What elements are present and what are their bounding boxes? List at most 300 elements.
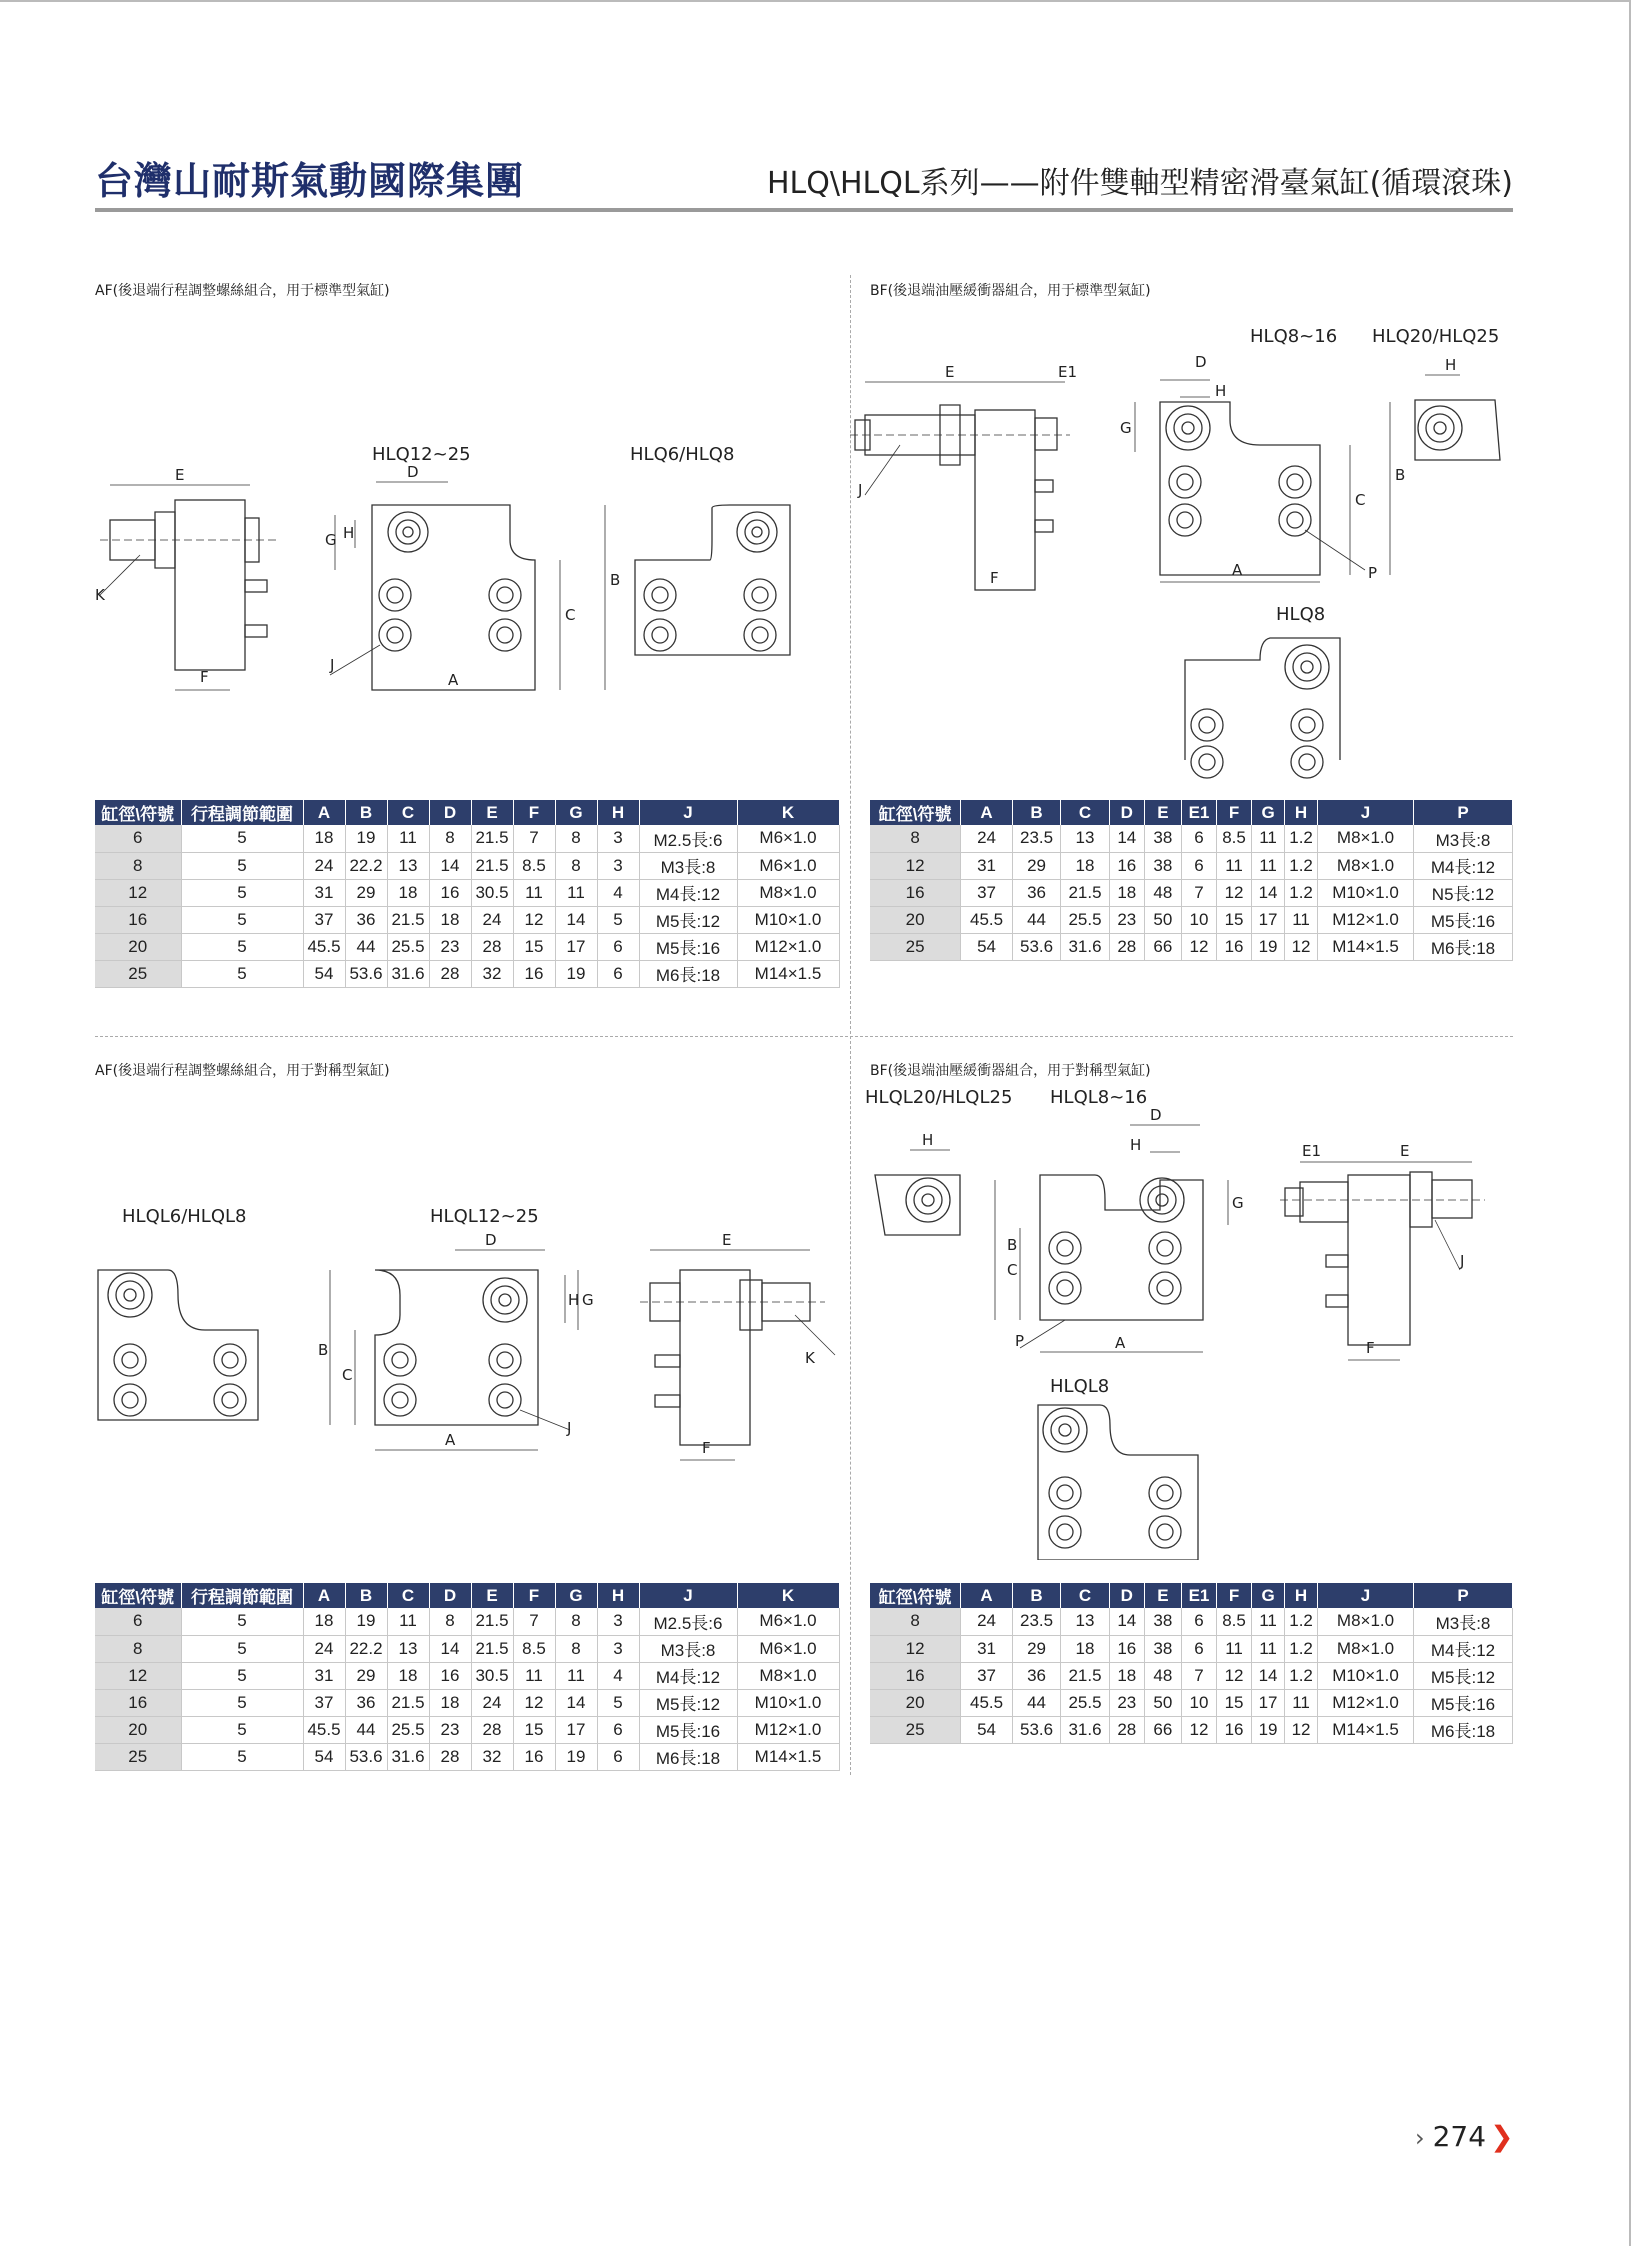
table-cell: M6×1.0 (737, 825, 839, 852)
table-cell: 24 (961, 1608, 1013, 1635)
table-header-cell: C (387, 1583, 429, 1608)
table-row (95, 960, 839, 987)
table-cell: M6長:18 (1413, 1716, 1512, 1743)
table-cell: M14×1.5 (1318, 933, 1414, 960)
table-cell: 54 (303, 960, 345, 987)
table-header-cell: 缸徑\符號 (95, 1583, 181, 1608)
table-bf-sym (870, 1583, 1513, 1744)
table-cell: 14 (555, 906, 597, 933)
table-cell: 12 (1285, 1716, 1318, 1743)
table-cell: 18 (303, 825, 345, 852)
table-cell: 3 (597, 825, 639, 852)
table-cell: 28 (429, 1743, 471, 1770)
dim-label: F (200, 668, 209, 686)
table-cell: 3 (597, 852, 639, 879)
table-cell: 23 (1109, 1689, 1144, 1716)
table-row (95, 825, 839, 852)
table-cell: 36 (345, 906, 387, 933)
table-cell: 14 (429, 852, 471, 879)
table-cell: 48 (1144, 1662, 1181, 1689)
table-row (95, 1662, 839, 1689)
table-cell: M5長:16 (639, 1716, 737, 1743)
bf-std-front-view (1135, 380, 1390, 582)
table-cell: 28 (1109, 933, 1144, 960)
table-cell: 30.5 (471, 1662, 513, 1689)
table-cell: M8×1.0 (1318, 1608, 1414, 1635)
table-cell: 31 (961, 1635, 1013, 1662)
table-cell: M8×1.0 (737, 1662, 839, 1689)
table-cell: 8 (555, 852, 597, 879)
table-header-cell: H (597, 1583, 639, 1608)
table-header-cell: J (1318, 1583, 1414, 1608)
table-cell: 8.5 (513, 1635, 555, 1662)
dim-label: B (1395, 466, 1406, 484)
brand-title: 台灣山耐斯氣動國際集團 (95, 159, 525, 203)
table-cell: 16 (1217, 933, 1252, 960)
table-cell: 21.5 (1061, 879, 1109, 906)
table-cell: 37 (303, 1689, 345, 1716)
af-std-front-view (330, 482, 605, 710)
chevron-right-icon: › (1415, 2124, 1425, 2152)
dim-label: D (407, 463, 419, 481)
table-header-cell: D (1109, 800, 1144, 825)
table-cell: 20 (870, 906, 961, 933)
table-cell: 8 (870, 825, 961, 852)
table-cell: 31 (303, 1662, 345, 1689)
table-cell: 28 (1109, 1716, 1144, 1743)
table-header-cell: J (639, 800, 737, 825)
table-cell: 12 (1285, 933, 1318, 960)
dim-label: H (922, 1131, 934, 1149)
dim-label: E (1400, 1142, 1410, 1160)
dim-label: A (1232, 561, 1243, 579)
bf-sym-front-view (995, 1125, 1228, 1352)
dim-label: E1 (1058, 363, 1078, 381)
table-cell: 14 (1109, 825, 1144, 852)
table-header-cell: B (345, 800, 387, 825)
table-cell: 6 (1181, 1608, 1216, 1635)
table-cell: 12 (870, 1635, 961, 1662)
table-cell: M10×1.0 (737, 1689, 839, 1716)
dim-label: C (1355, 491, 1366, 509)
table-cell: 23 (1109, 906, 1144, 933)
section-title-af-std: AF(後退端行程調整螺絲組合，用于標準型氣缸) (95, 283, 390, 299)
table-cell: 30.5 (471, 879, 513, 906)
table-cell: 8 (429, 825, 471, 852)
table-cell: 5 (181, 906, 303, 933)
table-cell: 24 (471, 1689, 513, 1716)
table-cell: M12×1.0 (737, 1716, 839, 1743)
section-title-bf-std: BF(後退端油壓緩衝器組合，用于標準型氣缸) (870, 283, 1151, 299)
series-title: HLQ\HLQL系列——附件雙軸型精密滑臺氣缸(循環滾珠) (766, 166, 1513, 201)
table-cell: 11 (1285, 906, 1318, 933)
page-frame-top (0, 0, 1631, 2)
bf-sym-side-small (875, 1150, 960, 1235)
dim-label: E1 (1302, 1142, 1322, 1160)
table-cell: 8 (555, 825, 597, 852)
table-cell: 5 (597, 906, 639, 933)
table-cell: 28 (429, 960, 471, 987)
dim-label: D (1150, 1106, 1162, 1124)
dim-label: B (610, 571, 621, 589)
table-cell: 4 (597, 1662, 639, 1689)
dim-label: C (1007, 1261, 1018, 1279)
af-std-side-view (100, 485, 280, 690)
table-cell: 18 (1061, 852, 1109, 879)
dim-label: B (318, 1341, 329, 1359)
table-cell: 38 (1144, 1635, 1181, 1662)
table-cell: M10×1.0 (1318, 879, 1414, 906)
table-cell: 19 (555, 1743, 597, 1770)
table-cell: 7 (513, 1608, 555, 1635)
table-cell: M12×1.0 (1318, 906, 1414, 933)
dim-label: K (805, 1349, 815, 1367)
table-cell: M14×1.5 (737, 1743, 839, 1770)
page-header (95, 150, 1513, 212)
dim-label: A (1115, 1334, 1126, 1352)
table-cell: 21.5 (471, 1608, 513, 1635)
table-cell: 29 (345, 1662, 387, 1689)
table-cell: M4長:12 (1413, 852, 1512, 879)
table-cell: 7 (1181, 879, 1216, 906)
table-cell: 50 (1144, 906, 1181, 933)
table-cell: 8.5 (1217, 1608, 1252, 1635)
table-cell: 20 (95, 1716, 181, 1743)
table-cell: 18 (303, 1608, 345, 1635)
table-cell: 16 (1109, 852, 1144, 879)
table-cell: 11 (513, 879, 555, 906)
dim-label: G (325, 531, 337, 549)
table-cell: 16 (95, 1689, 181, 1716)
horizontal-divider (95, 1036, 1513, 1037)
table-cell: M12×1.0 (1318, 1689, 1414, 1716)
table-cell: 21.5 (471, 1635, 513, 1662)
table-cell: 15 (1217, 906, 1252, 933)
table-cell: 25 (870, 1716, 961, 1743)
dim-label: K (95, 586, 105, 604)
table-cell: 3 (597, 1635, 639, 1662)
table-header-cell: 缸徑\符號 (870, 800, 961, 825)
table-header-cell: J (1318, 800, 1414, 825)
dim-label: C (565, 606, 576, 624)
table-cell: 18 (387, 879, 429, 906)
table-cell: 32 (471, 1743, 513, 1770)
dim-label: C (342, 1366, 353, 1384)
bf-sym-side-view (1280, 1162, 1485, 1360)
table-cell: M3長:8 (639, 1635, 737, 1662)
table-cell: 31.6 (387, 960, 429, 987)
table-cell: 45.5 (961, 1689, 1013, 1716)
table-cell: 53.6 (345, 1743, 387, 1770)
dim-label: H (568, 1291, 580, 1309)
table-row (870, 879, 1513, 906)
table-cell: 21.5 (1061, 1662, 1109, 1689)
table-cell: 11 (1252, 1635, 1285, 1662)
table-cell: 12 (870, 852, 961, 879)
model-label: HLQ6/HLQ8 (630, 444, 735, 465)
table-header-cell: H (1285, 800, 1318, 825)
bf-std-side-view (850, 382, 1070, 590)
table-cell: 8 (555, 1635, 597, 1662)
table-row (95, 852, 839, 879)
table-row (95, 1635, 839, 1662)
table-cell: 28 (471, 933, 513, 960)
table-cell: 7 (513, 825, 555, 852)
table-cell: M4長:12 (1413, 1635, 1512, 1662)
table-header-cell: E (1144, 1583, 1181, 1608)
table-cell: M5長:12 (639, 906, 737, 933)
table-header-cell: E (471, 1583, 513, 1608)
table-header-cell: E (1144, 800, 1181, 825)
table-header-cell: F (513, 800, 555, 825)
table-row (870, 1662, 1513, 1689)
table-cell: 22.2 (345, 1635, 387, 1662)
table-header-row (95, 800, 839, 825)
dim-label: F (702, 1439, 711, 1457)
table-cell: 23.5 (1012, 1608, 1060, 1635)
table-cell: 25 (95, 960, 181, 987)
table-cell: 53.6 (345, 960, 387, 987)
model-label: HLQ8~16 (1250, 326, 1338, 347)
dim-label: D (1195, 353, 1207, 371)
table-cell: 8.5 (1217, 825, 1252, 852)
table-cell: 6 (597, 933, 639, 960)
model-label: HLQL20/HLQL25 (865, 1087, 1013, 1108)
table-header-cell: C (1061, 800, 1109, 825)
table-cell: 38 (1144, 852, 1181, 879)
table-af-std (95, 800, 840, 988)
table-header-cell: A (303, 1583, 345, 1608)
table-cell: 12 (1217, 1662, 1252, 1689)
table-row (95, 879, 839, 906)
table-cell: 11 (387, 825, 429, 852)
table-cell: 5 (597, 1689, 639, 1716)
table-cell: 45.5 (303, 1716, 345, 1743)
table-cell: 5 (181, 1716, 303, 1743)
table-cell: 25.5 (1061, 1689, 1109, 1716)
table-cell: 13 (387, 1635, 429, 1662)
table-cell: 14 (1252, 879, 1285, 906)
table-cell: 5 (181, 825, 303, 852)
table-row (95, 1689, 839, 1716)
dim-label: J (858, 481, 863, 499)
table-cell: 5 (181, 1689, 303, 1716)
table-header-cell: E1 (1181, 800, 1216, 825)
table-header-cell: D (429, 1583, 471, 1608)
dim-label: H (343, 524, 355, 542)
dim-label: P (1368, 564, 1378, 582)
table-cell: 6 (597, 1716, 639, 1743)
table-cell: M3長:8 (1413, 825, 1512, 852)
table-header-row (95, 1583, 839, 1608)
table-cell: M10×1.0 (1318, 1662, 1414, 1689)
table-header-cell: K (737, 1583, 839, 1608)
table-cell: 23 (429, 933, 471, 960)
table-cell: 20 (95, 933, 181, 960)
dim-label: A (445, 1431, 456, 1449)
table-cell: 25 (870, 933, 961, 960)
table-cell: 6 (597, 960, 639, 987)
table-cell: 11 (1217, 852, 1252, 879)
table-cell: 12 (1217, 879, 1252, 906)
table-cell: 17 (1252, 1689, 1285, 1716)
table-header-cell: 行程調節範圍 (181, 1583, 303, 1608)
table-cell: 19 (1252, 1716, 1285, 1743)
table-header-cell: G (1252, 1583, 1285, 1608)
table-cell: M8×1.0 (1318, 825, 1414, 852)
table-header-row (870, 800, 1513, 825)
table-cell: 12 (1181, 933, 1216, 960)
table-cell: 54 (961, 1716, 1013, 1743)
table-header-cell: D (1109, 1583, 1144, 1608)
table-cell: 6 (95, 825, 181, 852)
table-cell: 1.2 (1285, 852, 1318, 879)
table-cell: 5 (181, 1743, 303, 1770)
table-cell: 16 (870, 879, 961, 906)
dim-label: E (722, 1231, 732, 1249)
table-cell: 11 (555, 1662, 597, 1689)
table-cell: 24 (471, 906, 513, 933)
dim-label: E (945, 363, 955, 381)
model-label: HLQL8 (1050, 1376, 1110, 1397)
dim-label: P (1015, 1332, 1025, 1350)
table-cell: M6×1.0 (737, 1608, 839, 1635)
table-header-cell: C (1061, 1583, 1109, 1608)
table-cell: 53.6 (1012, 933, 1060, 960)
dim-label: G (1232, 1194, 1244, 1212)
table-header-cell: H (597, 800, 639, 825)
table-cell: 1.2 (1285, 1662, 1318, 1689)
table-cell: N5長:12 (1413, 879, 1512, 906)
table-cell: M14×1.5 (1318, 1716, 1414, 1743)
table-cell: 53.6 (1012, 1716, 1060, 1743)
table-cell: 16 (429, 879, 471, 906)
table-cell: 29 (345, 879, 387, 906)
table-cell: 17 (1252, 906, 1285, 933)
table-cell: 16 (1217, 1716, 1252, 1743)
table-cell: M3長:8 (1413, 1608, 1512, 1635)
table-cell: M5長:12 (1413, 1662, 1512, 1689)
table-cell: 50 (1144, 1689, 1181, 1716)
table-cell: 20 (870, 1689, 961, 1716)
model-label: HLQL6/HLQL8 (122, 1206, 247, 1227)
table-cell: 5 (181, 960, 303, 987)
table-cell: 66 (1144, 933, 1181, 960)
dim-label: G (1120, 419, 1132, 437)
model-label: HLQL12~25 (430, 1206, 539, 1227)
table-cell: 15 (513, 1716, 555, 1743)
table-header-cell: G (555, 1583, 597, 1608)
table-cell: 36 (1012, 879, 1060, 906)
table-cell: 19 (345, 1608, 387, 1635)
table-cell: 5 (181, 879, 303, 906)
af-std-small-view (635, 505, 790, 655)
table-cell: 5 (181, 852, 303, 879)
table-cell: 44 (1012, 1689, 1060, 1716)
table-cell: M14×1.5 (737, 960, 839, 987)
drawing-af-sym (90, 1195, 850, 1485)
dim-label: E (175, 466, 185, 484)
table-cell: M6×1.0 (737, 852, 839, 879)
table-cell: 19 (345, 825, 387, 852)
table-cell: 13 (387, 852, 429, 879)
table-cell: M5長:12 (639, 1689, 737, 1716)
table-cell: 24 (303, 1635, 345, 1662)
table-cell: 25.5 (1061, 906, 1109, 933)
dim-label: J (1460, 1252, 1465, 1270)
table-header-cell: A (961, 1583, 1013, 1608)
table-cell: 31 (303, 879, 345, 906)
table-cell: 31.6 (1061, 933, 1109, 960)
table-header-cell: A (961, 800, 1013, 825)
section-title-af-sym: AF(後退端行程調整螺絲組合，用于對稱型氣缸) (95, 1063, 390, 1079)
table-cell: 16 (1109, 1635, 1144, 1662)
table-cell: M6×1.0 (737, 1635, 839, 1662)
table-cell: M6長:18 (639, 1743, 737, 1770)
table-cell: 44 (1012, 906, 1060, 933)
table-cell: 18 (429, 906, 471, 933)
table-row (95, 1743, 839, 1770)
table-cell: 18 (429, 1689, 471, 1716)
dim-label: H (1445, 356, 1457, 374)
table-cell: 18 (1109, 1662, 1144, 1689)
table-cell: 11 (513, 1662, 555, 1689)
dim-label: J (567, 1419, 572, 1437)
table-row (870, 1608, 1513, 1635)
table-cell: M2.5長:6 (639, 825, 737, 852)
table-cell: M5長:16 (1413, 1689, 1512, 1716)
table-cell: 11 (1217, 1635, 1252, 1662)
table-header-cell: G (555, 800, 597, 825)
table-cell: 54 (961, 933, 1013, 960)
model-label: HLQL8~16 (1050, 1087, 1148, 1108)
af-sym-front-view (330, 1250, 578, 1450)
table-row (870, 1635, 1513, 1662)
dim-label: F (1366, 1339, 1375, 1357)
model-label: HLQ20/HLQ25 (1372, 326, 1500, 347)
table-header-cell: F (1217, 1583, 1252, 1608)
table-cell: M5長:16 (1413, 906, 1512, 933)
table-cell: 10 (1181, 1689, 1216, 1716)
table-cell: 11 (1252, 825, 1285, 852)
table-header-cell: J (639, 1583, 737, 1608)
table-cell: 25.5 (387, 933, 429, 960)
table-cell: 23 (429, 1716, 471, 1743)
table-header-cell: E1 (1181, 1583, 1216, 1608)
table-cell: 6 (1181, 825, 1216, 852)
table-cell: 48 (1144, 879, 1181, 906)
page-number (1415, 2120, 1514, 2153)
table-row (870, 906, 1513, 933)
table-cell: 25 (95, 1743, 181, 1770)
table-cell: 8 (95, 852, 181, 879)
table-row (870, 1689, 1513, 1716)
table-cell: 25.5 (387, 1716, 429, 1743)
table-cell: M10×1.0 (737, 906, 839, 933)
table-cell: 4 (597, 879, 639, 906)
table-cell: 29 (1012, 852, 1060, 879)
table-cell: 6 (1181, 1635, 1216, 1662)
table-cell: 31.6 (1061, 1716, 1109, 1743)
table-cell: 16 (513, 1743, 555, 1770)
table-cell: 14 (429, 1635, 471, 1662)
table-cell: 7 (1181, 1662, 1216, 1689)
table-cell: 11 (555, 879, 597, 906)
table-header-cell: F (1217, 800, 1252, 825)
table-cell: 17 (555, 933, 597, 960)
table-cell: M6長:18 (639, 960, 737, 987)
table-cell: 5 (181, 1635, 303, 1662)
